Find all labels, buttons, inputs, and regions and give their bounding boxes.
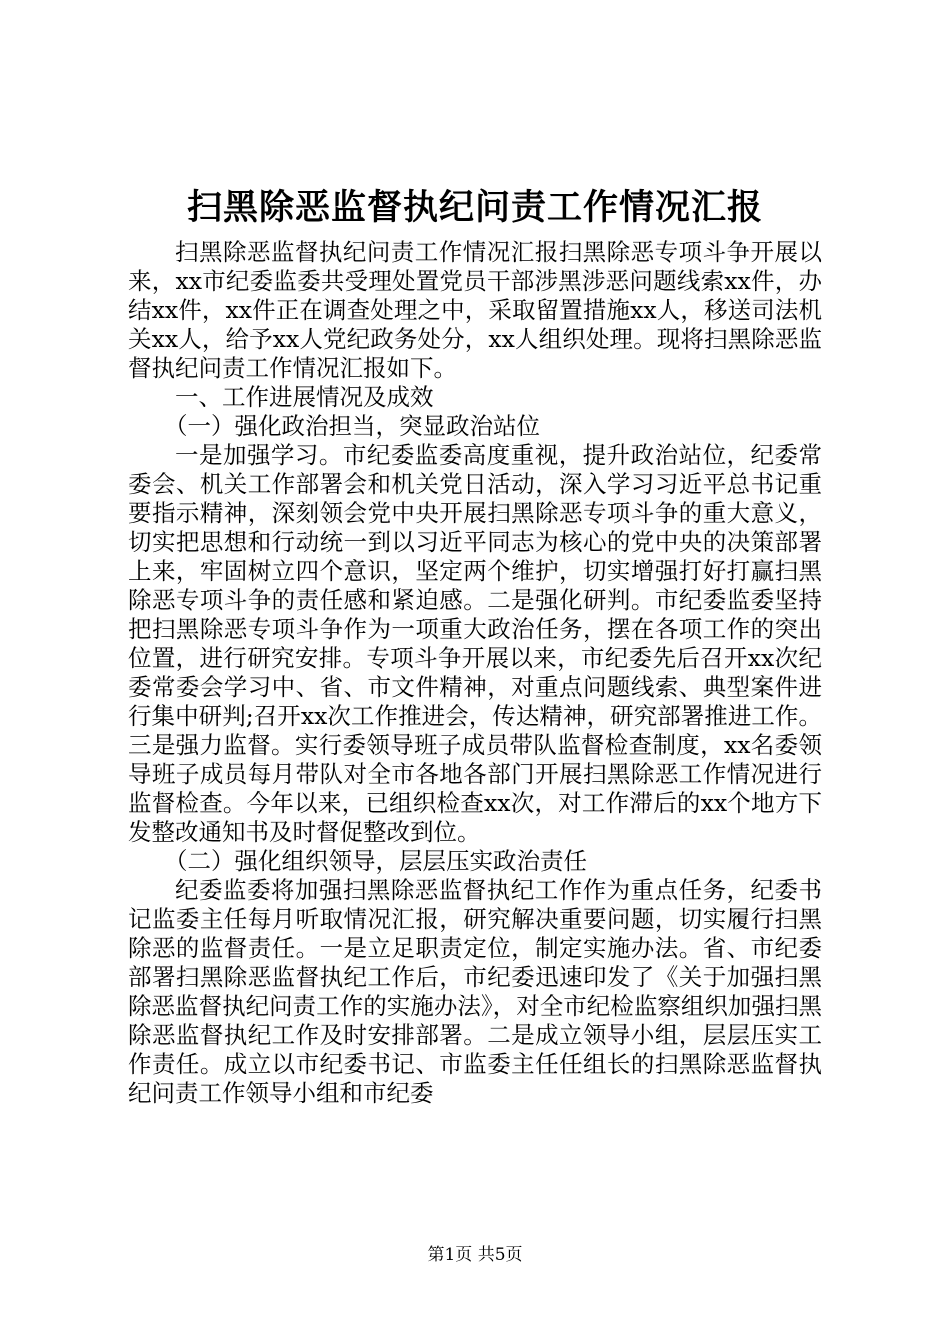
intro-paragraph: 扫黑除恶监督执纪问责工作情况汇报扫黑除恶专项斗争开展以来，xx市纪委监委共受理处置党员干部涉黑涉恶问题线索xx件，办结xx件，xx件正在调查处理之中，采取留置措施xx人，移送司法机关xx人，给予xx人党纪政务处分，xx人组织处理。现将扫黑除恶监督执纪问责工作情况汇报如下。: [128, 238, 822, 382]
page-footer: [0, 1244, 950, 1266]
subsection-heading-2: （二）强化组织领导，层层压实政治责任: [164, 847, 587, 875]
document-title: 扫黑除恶监督执纪问责工作情况汇报: [186, 187, 763, 228]
page-number-indicator: 第1页 共5页: [427, 1245, 523, 1265]
section-heading-1: 一、工作进展情况及成效: [175, 383, 434, 411]
body-paragraph-2: 纪委监委将加强扫黑除恶监督执纪工作作为重点任务，纪委书记监委主任每月听取情况汇报，研究解决重要问题，切实履行扫黑除恶的监督责任。一是立足职责定位，制定实施办法。省、市纪委部署扫黑除恶监督执纪工作后，市纪委迅速印发了《关于加强扫黑除恶监督执纪问责工作的实施办法》，对全市纪检监察组织加强扫黑除恶监督执纪工作及时安排部署。二是成立领导小组，层层压实工作责任。成立以市纪委书记、市监委主任任组长的扫黑除恶监督执纪问责工作领导小组和市纪委: [128, 876, 822, 1107]
body-paragraph-1: 一是加强学习。市纪委监委高度重视，提升政治站位，纪委常委会、机关工作部署会和机关党日活动，深入学习习近平总书记重要指示精神，深刻领会党中央开展扫黑除恶专项斗争的重大意义，切实把思想和行动统一到以习近平同志为核心的党中央的决策部署上来，牢固树立四个意识，坚定两个维护，切实增强打好打赢扫黑除恶专项斗争的责任感和紧迫感。二是强化研判。市纪委监委坚持把扫黑除恶专项斗争作为一项重大政治任务，摆在各项工作的突出位置，进行研究安排。专项斗争开展以来，市纪委先后召开xx次纪委常委会学习中、省、市文件精神，对重点问题线索、典型案件进行集中研判;召开xx次工作推进会，传达精神，研究部署推进工作。三是强力监督。实行委领导班子成员带队监督检查制度，xx名委领导班子成员每月带队对全市各地各部门开展扫黑除恶工作情况进行监督检查。今年以来，已组织检查xx次，对工作滞后的xx个地方下发整改通知书及时督促整改到位。: [128, 441, 822, 846]
document-body: [128, 238, 822, 1108]
subsection-heading-1: （一）强化政治担当，突显政治站位: [164, 412, 540, 440]
